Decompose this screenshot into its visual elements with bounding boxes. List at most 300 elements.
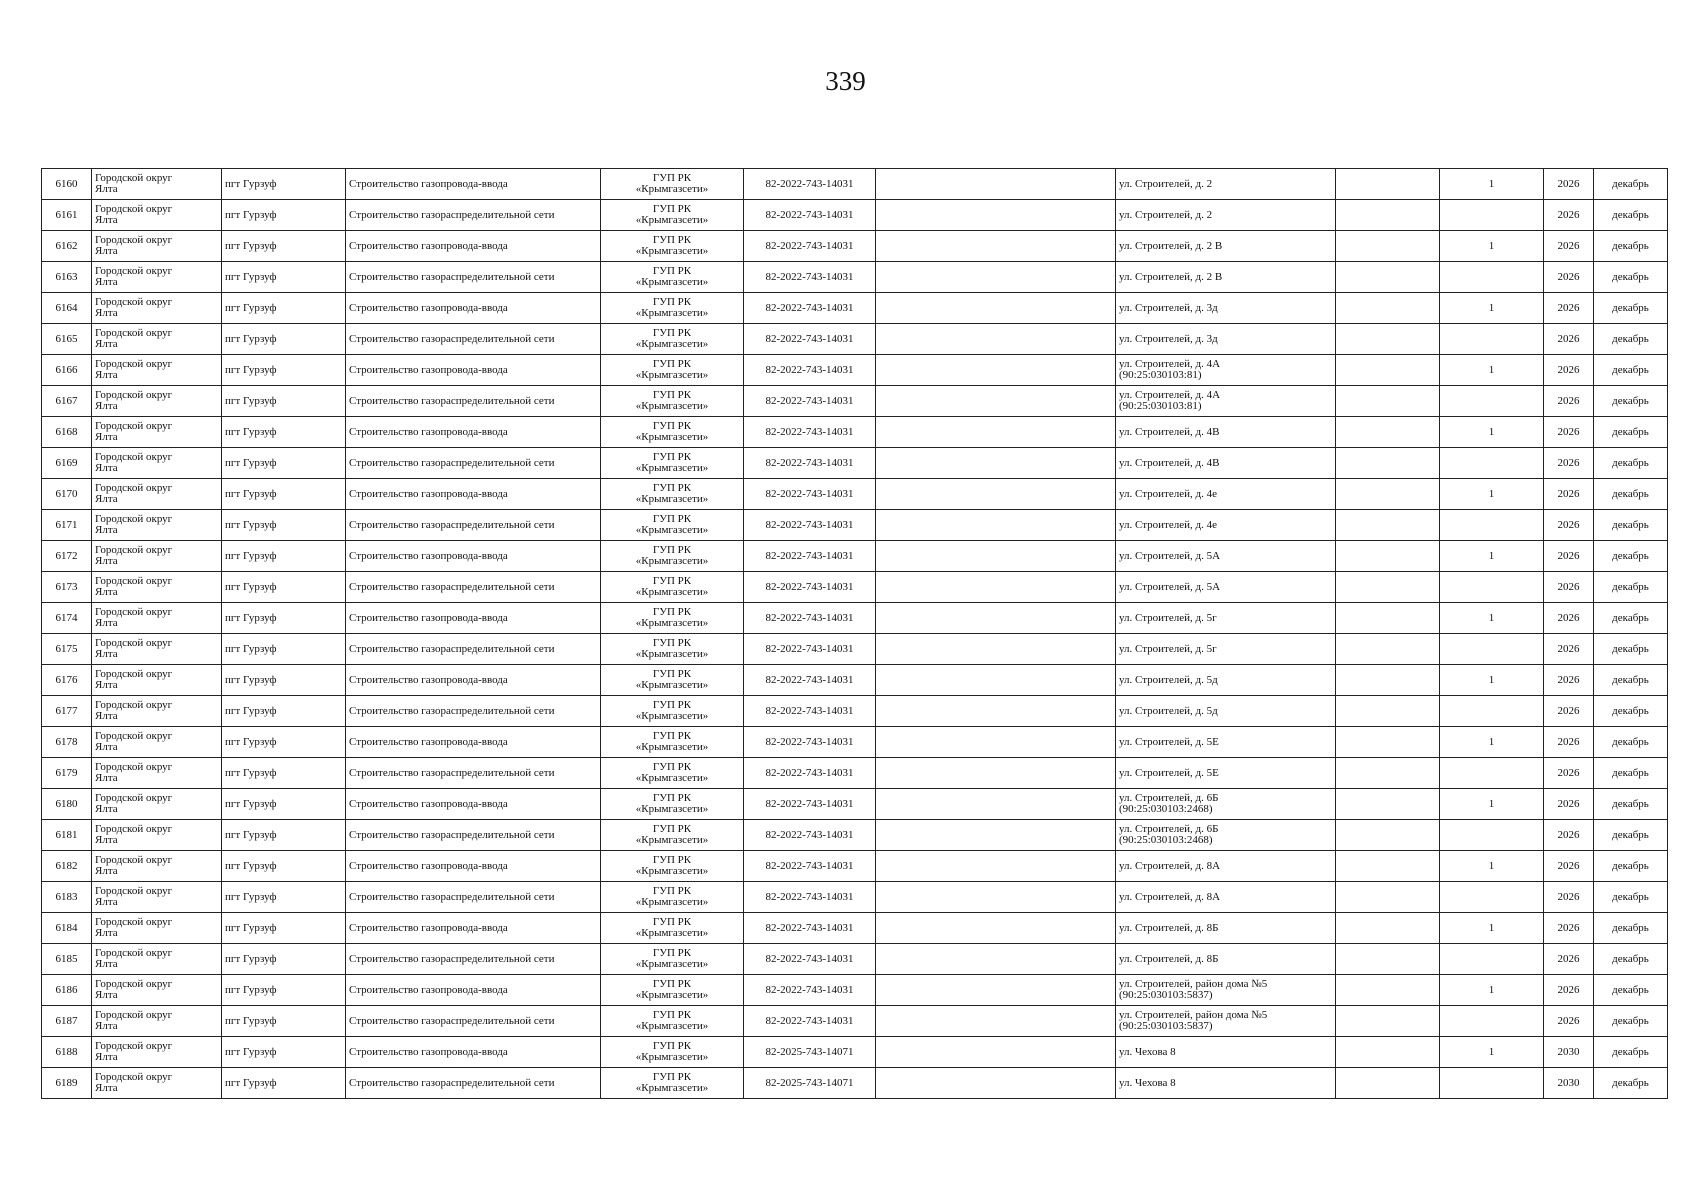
district-line: Ялта: [95, 1051, 118, 1063]
settlement-cell: пгт Гурзуф: [222, 634, 346, 665]
district-line: Ялта: [95, 741, 118, 753]
organization-line: ГУП РК: [652, 172, 692, 184]
organization-line: ГУП РК: [652, 978, 692, 990]
year-cell: 2026: [1544, 820, 1594, 851]
address-line: ул. Строителей, д. 6Б: [1119, 823, 1219, 835]
district-cell: [92, 758, 222, 789]
district-line: Ялта: [95, 338, 118, 350]
work-type-cell: Строительство газопровода-ввода: [346, 355, 601, 386]
settlement-cell: пгт Гурзуф: [222, 169, 346, 200]
program-code-cell: 82-2022-743-14031: [744, 572, 876, 603]
year-cell: 2026: [1544, 913, 1594, 944]
organization-line: «Крымгазсети»: [635, 214, 709, 226]
month-cell: декабрь: [1594, 789, 1668, 820]
district-line: Городской округ: [95, 420, 173, 432]
organization-cell: [601, 324, 744, 355]
blank-cell: [1336, 696, 1440, 727]
count-cell: 1: [1440, 1037, 1544, 1068]
district-line: Ялта: [95, 431, 118, 443]
page-number: 339: [825, 66, 866, 96]
program-code-cell: 82-2022-743-14031: [744, 324, 876, 355]
row-number-cell: 6168: [42, 417, 92, 448]
organization-cell: [601, 913, 744, 944]
blank-cell: [876, 758, 1116, 789]
address-cell: [1116, 510, 1336, 541]
organization-line: ГУП РК: [652, 885, 692, 897]
blank-cell: [876, 882, 1116, 913]
count-cell: [1440, 1068, 1544, 1099]
register-table: [41, 168, 1668, 1099]
month-cell: декабрь: [1594, 355, 1668, 386]
year-cell: 2026: [1544, 758, 1594, 789]
blank-cell: [876, 231, 1116, 262]
settlement-cell: пгт Гурзуф: [222, 882, 346, 913]
settlement-cell: пгт Гурзуф: [222, 1006, 346, 1037]
work-type-cell: Строительство газораспределительной сети: [346, 758, 601, 789]
month-cell: декабрь: [1594, 696, 1668, 727]
organization-line: «Крымгазсети»: [635, 927, 709, 939]
month-cell: декабрь: [1594, 758, 1668, 789]
organization-line: ГУП РК: [652, 482, 692, 494]
district-line: Городской округ: [95, 699, 173, 711]
table-row: [42, 479, 1668, 510]
organization-line: ГУП РК: [652, 823, 692, 835]
district-line: Ялта: [95, 400, 118, 412]
settlement-cell: пгт Гурзуф: [222, 696, 346, 727]
blank-cell: [876, 1006, 1116, 1037]
district-line: Городской округ: [95, 730, 173, 742]
district-line: Городской округ: [95, 792, 173, 804]
organization-cell: [601, 1068, 744, 1099]
address-line: ул. Строителей, район дома №5: [1119, 1009, 1268, 1021]
organization-line: ГУП РК: [652, 420, 692, 432]
row-number-cell: 6167: [42, 386, 92, 417]
district-cell: [92, 448, 222, 479]
row-number-cell: 6173: [42, 572, 92, 603]
blank-cell: [876, 603, 1116, 634]
organization-line: «Крымгазсети»: [635, 648, 709, 660]
settlement-cell: пгт Гурзуф: [222, 944, 346, 975]
organization-line: «Крымгазсети»: [635, 276, 709, 288]
count-cell: 1: [1440, 231, 1544, 262]
district-cell: [92, 820, 222, 851]
blank-cell: [876, 417, 1116, 448]
program-code-cell: 82-2022-743-14031: [744, 727, 876, 758]
organization-line: «Крымгазсети»: [635, 679, 709, 691]
count-cell: [1440, 386, 1544, 417]
table-row: [42, 231, 1668, 262]
work-type-cell: Строительство газораспределительной сети: [346, 820, 601, 851]
organization-line: ГУП РК: [652, 1071, 692, 1083]
count-cell: 1: [1440, 541, 1544, 572]
blank-cell: [1336, 851, 1440, 882]
year-cell: 2026: [1544, 417, 1594, 448]
count-cell: 1: [1440, 355, 1544, 386]
organization-line: «Крымгазсети»: [635, 1051, 709, 1063]
blank-cell: [876, 448, 1116, 479]
district-line: Городской округ: [95, 389, 173, 401]
address-cell: [1116, 541, 1336, 572]
work-type-cell: Строительство газопровода-ввода: [346, 789, 601, 820]
organization-line: ГУП РК: [652, 947, 692, 959]
organization-line: ГУП РК: [652, 730, 692, 742]
blank-cell: [1336, 510, 1440, 541]
row-number-cell: 6165: [42, 324, 92, 355]
organization-line: «Крымгазсети»: [635, 586, 709, 598]
month-cell: декабрь: [1594, 262, 1668, 293]
month-cell: декабрь: [1594, 603, 1668, 634]
address-line: ул. Строителей, д. 8А: [1119, 890, 1221, 903]
work-type-cell: Строительство газораспределительной сети: [346, 324, 601, 355]
count-cell: 1: [1440, 913, 1544, 944]
month-cell: декабрь: [1594, 975, 1668, 1006]
blank-cell: [1336, 448, 1440, 479]
address-line: ул. Строителей, д. 5А: [1119, 549, 1221, 562]
address-cell: [1116, 1068, 1336, 1099]
organization-line: ГУП РК: [652, 606, 692, 618]
blank-cell: [1336, 975, 1440, 1006]
blank-cell: [1336, 200, 1440, 231]
program-code-cell: 82-2022-743-14031: [744, 293, 876, 324]
district-cell: [92, 696, 222, 727]
district-cell: [92, 634, 222, 665]
organization-line: «Крымгазсети»: [635, 524, 709, 536]
work-type-cell: Строительство газопровода-ввода: [346, 169, 601, 200]
district-line: Ялта: [95, 245, 118, 257]
district-line: Городской округ: [95, 1040, 173, 1052]
blank-cell: [876, 696, 1116, 727]
organization-line: «Крымгазсети»: [635, 462, 709, 474]
district-line: Городской округ: [95, 1009, 173, 1021]
work-type-cell: Строительство газораспределительной сети: [346, 510, 601, 541]
count-cell: [1440, 572, 1544, 603]
count-cell: 1: [1440, 293, 1544, 324]
work-type-cell: Строительство газопровода-ввода: [346, 293, 601, 324]
address-cell: [1116, 665, 1336, 696]
blank-cell: [876, 851, 1116, 882]
district-cell: [92, 913, 222, 944]
year-cell: 2026: [1544, 355, 1594, 386]
program-code-cell: 82-2022-743-14031: [744, 789, 876, 820]
organization-line: ГУП РК: [652, 544, 692, 556]
address-line: ул. Строителей, д. 4А: [1119, 358, 1221, 370]
year-cell: 2026: [1544, 231, 1594, 262]
organization-cell: [601, 169, 744, 200]
program-code-cell: 82-2022-743-14031: [744, 479, 876, 510]
organization-cell: [601, 727, 744, 758]
blank-cell: [1336, 727, 1440, 758]
work-type-cell: Строительство газопровода-ввода: [346, 665, 601, 696]
table-row: [42, 1037, 1668, 1068]
blank-cell: [876, 572, 1116, 603]
settlement-cell: пгт Гурзуф: [222, 1037, 346, 1068]
settlement-cell: пгт Гурзуф: [222, 324, 346, 355]
organization-cell: [601, 200, 744, 231]
organization-line: «Крымгазсети»: [635, 400, 709, 412]
table-row: [42, 293, 1668, 324]
district-cell: [92, 169, 222, 200]
blank-cell: [876, 665, 1116, 696]
address-cell: [1116, 758, 1336, 789]
table-row: [42, 510, 1668, 541]
address-line: ул. Строителей, д. 4В: [1119, 456, 1220, 469]
work-type-cell: Строительство газопровода-ввода: [346, 479, 601, 510]
work-type-cell: Строительство газопровода-ввода: [346, 1037, 601, 1068]
table-row: [42, 913, 1668, 944]
month-cell: декабрь: [1594, 417, 1668, 448]
address-cell: [1116, 634, 1336, 665]
program-code-cell: 82-2022-743-14031: [744, 975, 876, 1006]
organization-cell: [601, 293, 744, 324]
address-cell: [1116, 572, 1336, 603]
work-type-cell: Строительство газопровода-ввода: [346, 231, 601, 262]
district-line: Городской округ: [95, 203, 173, 215]
district-cell: [92, 479, 222, 510]
table-row: [42, 758, 1668, 789]
month-cell: декабрь: [1594, 572, 1668, 603]
address-line: ул. Строителей, д. 8Б: [1119, 921, 1219, 934]
address-cell: [1116, 293, 1336, 324]
table-row: [42, 665, 1668, 696]
organization-line: «Крымгазсети»: [635, 245, 709, 257]
district-line: Ялта: [95, 1020, 118, 1032]
count-cell: [1440, 882, 1544, 913]
address-line: ул. Строителей, д. 4А: [1119, 389, 1221, 401]
settlement-cell: пгт Гурзуф: [222, 603, 346, 634]
program-code-cell: 82-2022-743-14031: [744, 696, 876, 727]
year-cell: 2026: [1544, 882, 1594, 913]
organization-line: ГУП РК: [652, 637, 692, 649]
year-cell: 2026: [1544, 696, 1594, 727]
program-code-cell: 82-2022-743-14031: [744, 541, 876, 572]
month-cell: декабрь: [1594, 665, 1668, 696]
district-line: Городской округ: [95, 575, 173, 587]
month-cell: декабрь: [1594, 200, 1668, 231]
settlement-cell: пгт Гурзуф: [222, 417, 346, 448]
program-code-cell: 82-2022-743-14031: [744, 1006, 876, 1037]
year-cell: 2026: [1544, 479, 1594, 510]
year-cell: 2026: [1544, 572, 1594, 603]
organization-cell: [601, 975, 744, 1006]
work-type-cell: Строительство газораспределительной сети: [346, 1006, 601, 1037]
table-row: [42, 634, 1668, 665]
district-line: Ялта: [95, 555, 118, 567]
district-line: Городской округ: [95, 358, 173, 370]
district-line: Городской округ: [95, 296, 173, 308]
blank-cell: [876, 541, 1116, 572]
address-line: ул. Чехова 8: [1119, 1045, 1176, 1058]
district-line: Ялта: [95, 927, 118, 939]
row-number-cell: 6164: [42, 293, 92, 324]
organization-line: «Крымгазсети»: [635, 741, 709, 753]
district-cell: [92, 789, 222, 820]
count-cell: [1440, 448, 1544, 479]
district-cell: [92, 510, 222, 541]
program-code-cell: 82-2022-743-14031: [744, 386, 876, 417]
month-cell: декабрь: [1594, 913, 1668, 944]
year-cell: 2030: [1544, 1068, 1594, 1099]
count-cell: 1: [1440, 975, 1544, 1006]
year-cell: 2026: [1544, 1006, 1594, 1037]
blank-cell: [876, 293, 1116, 324]
district-cell: [92, 727, 222, 758]
district-line: Ялта: [95, 214, 118, 226]
organization-line: ГУП РК: [652, 699, 692, 711]
organization-cell: [601, 231, 744, 262]
work-type-cell: Строительство газораспределительной сети: [346, 882, 601, 913]
district-line: Ялта: [95, 834, 118, 846]
row-number-cell: 6172: [42, 541, 92, 572]
organization-line: «Крымгазсети»: [635, 307, 709, 319]
blank-cell: [1336, 789, 1440, 820]
district-line: Ялта: [95, 865, 118, 877]
address-line: ул. Строителей, д. 2: [1119, 208, 1213, 221]
work-type-cell: Строительство газопровода-ввода: [346, 541, 601, 572]
blank-cell: [876, 1037, 1116, 1068]
blank-cell: [1336, 1068, 1440, 1099]
count-cell: [1440, 262, 1544, 293]
count-cell: [1440, 324, 1544, 355]
address-line: ул. Строителей, д. 4е: [1119, 518, 1217, 531]
blank-cell: [876, 355, 1116, 386]
row-number-cell: 6169: [42, 448, 92, 479]
address-line: ул. Строителей, д. 2 В: [1119, 239, 1223, 252]
organization-line: «Крымгазсети»: [635, 617, 709, 629]
district-line: Городской округ: [95, 451, 173, 463]
settlement-cell: пгт Гурзуф: [222, 231, 346, 262]
blank-cell: [1336, 820, 1440, 851]
count-cell: 1: [1440, 665, 1544, 696]
district-cell: [92, 944, 222, 975]
organization-line: «Крымгазсети»: [635, 431, 709, 443]
organization-cell: [601, 541, 744, 572]
table-row: [42, 200, 1668, 231]
district-line: Ялта: [95, 307, 118, 319]
address-line: ул. Строителей, д. 2: [1119, 177, 1213, 190]
settlement-cell: пгт Гурзуф: [222, 820, 346, 851]
blank-cell: [1336, 479, 1440, 510]
organization-line: «Крымгазсети»: [635, 183, 709, 195]
settlement-cell: пгт Гурзуф: [222, 200, 346, 231]
organization-line: «Крымгазсети»: [635, 1020, 709, 1032]
district-cell: [92, 851, 222, 882]
table-row: [42, 572, 1668, 603]
district-line: Ялта: [95, 586, 118, 598]
row-number-cell: 6178: [42, 727, 92, 758]
row-number-cell: 6187: [42, 1006, 92, 1037]
district-cell: [92, 882, 222, 913]
address-line: ул. Строителей, д. 5д: [1119, 704, 1218, 717]
blank-cell: [1336, 293, 1440, 324]
district-line: Ялта: [95, 772, 118, 784]
address-cell: [1116, 789, 1336, 820]
blank-cell: [1336, 386, 1440, 417]
row-number-cell: 6170: [42, 479, 92, 510]
program-code-cell: 82-2022-743-14031: [744, 603, 876, 634]
month-cell: декабрь: [1594, 851, 1668, 882]
row-number-cell: 6180: [42, 789, 92, 820]
count-cell: 1: [1440, 603, 1544, 634]
address-cell: [1116, 882, 1336, 913]
count-cell: [1440, 1006, 1544, 1037]
settlement-cell: пгт Гурзуф: [222, 262, 346, 293]
work-type-cell: Строительство газораспределительной сети: [346, 944, 601, 975]
address-cell: [1116, 355, 1336, 386]
blank-cell: [1336, 262, 1440, 293]
organization-cell: [601, 417, 744, 448]
address-cell: [1116, 324, 1336, 355]
blank-cell: [1336, 324, 1440, 355]
organization-cell: [601, 789, 744, 820]
blank-cell: [1336, 944, 1440, 975]
blank-cell: [876, 386, 1116, 417]
year-cell: 2026: [1544, 541, 1594, 572]
organization-line: ГУП РК: [652, 854, 692, 866]
district-line: Ялта: [95, 896, 118, 908]
organization-cell: [601, 262, 744, 293]
program-code-cell: 82-2022-743-14031: [744, 510, 876, 541]
address-line: (90:25:030103:5837): [1119, 989, 1213, 1001]
organization-cell: [601, 572, 744, 603]
district-line: Ялта: [95, 462, 118, 474]
table-row: [42, 1068, 1668, 1099]
settlement-cell: пгт Гурзуф: [222, 541, 346, 572]
settlement-cell: пгт Гурзуф: [222, 913, 346, 944]
month-cell: декабрь: [1594, 944, 1668, 975]
row-number-cell: 6186: [42, 975, 92, 1006]
row-number-cell: 6175: [42, 634, 92, 665]
month-cell: декабрь: [1594, 448, 1668, 479]
program-code-cell: 82-2022-743-14031: [744, 200, 876, 231]
program-code-cell: 82-2022-743-14031: [744, 169, 876, 200]
organization-line: ГУП РК: [652, 327, 692, 339]
organization-line: ГУП РК: [652, 513, 692, 525]
organization-cell: [601, 448, 744, 479]
organization-line: «Крымгазсети»: [635, 865, 709, 877]
month-cell: декабрь: [1594, 1068, 1668, 1099]
address-line: (90:25:030103:5837): [1119, 1020, 1213, 1032]
table-row: [42, 820, 1668, 851]
district-cell: [92, 324, 222, 355]
row-number-cell: 6177: [42, 696, 92, 727]
month-cell: декабрь: [1594, 510, 1668, 541]
district-cell: [92, 1068, 222, 1099]
year-cell: 2026: [1544, 634, 1594, 665]
organization-line: «Крымгазсети»: [635, 803, 709, 815]
district-line: Ялта: [95, 183, 118, 195]
address-cell: [1116, 231, 1336, 262]
district-cell: [92, 603, 222, 634]
month-cell: декабрь: [1594, 324, 1668, 355]
table-row: [42, 448, 1668, 479]
address-line: ул. Чехова 8: [1119, 1076, 1176, 1089]
blank-cell: [1336, 572, 1440, 603]
work-type-cell: Строительство газораспределительной сети: [346, 262, 601, 293]
month-cell: декабрь: [1594, 479, 1668, 510]
month-cell: декабрь: [1594, 882, 1668, 913]
blank-cell: [876, 727, 1116, 758]
address-line: ул. Строителей, д. 3д: [1119, 332, 1218, 345]
organization-cell: [601, 1006, 744, 1037]
blank-cell: [876, 1068, 1116, 1099]
program-code-cell: 82-2022-743-14031: [744, 355, 876, 386]
table-row: [42, 1006, 1668, 1037]
count-cell: 1: [1440, 169, 1544, 200]
settlement-cell: пгт Гурзуф: [222, 758, 346, 789]
program-code-cell: 82-2022-743-14031: [744, 851, 876, 882]
address-cell: [1116, 727, 1336, 758]
year-cell: 2026: [1544, 851, 1594, 882]
